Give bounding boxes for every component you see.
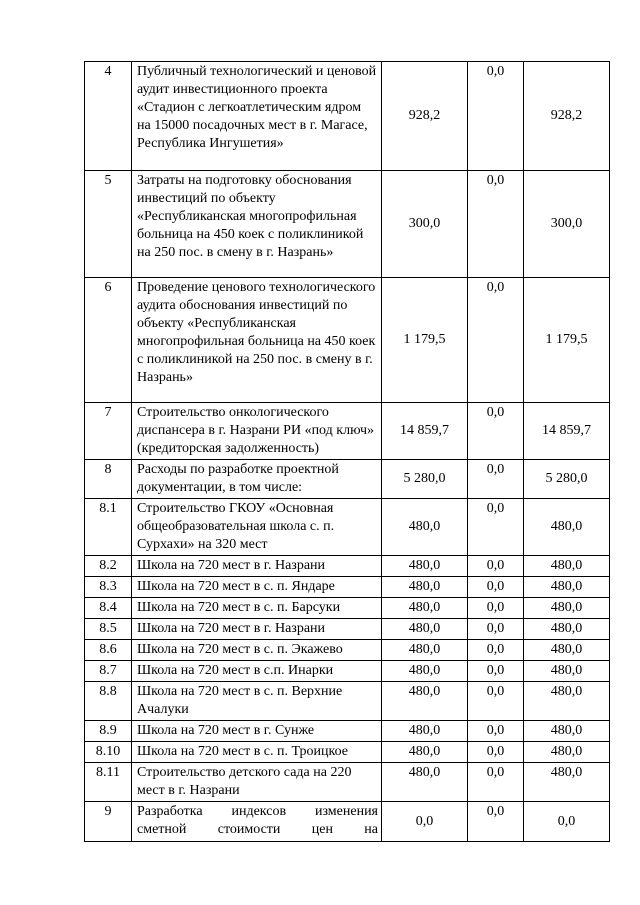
- row-description: Школа на 720 мест в г. Назрани: [132, 556, 382, 577]
- value-col-2: 0,0: [468, 171, 524, 278]
- value-col-3: 480,0: [524, 640, 610, 661]
- row-number: 8.7: [85, 661, 132, 682]
- value-col-3: 480,0: [524, 556, 610, 577]
- value-col-2: 0,0: [468, 640, 524, 661]
- value-col-3: 928,2: [524, 62, 610, 171]
- value-col-2: 0,0: [468, 598, 524, 619]
- table-row: [85, 682, 610, 721]
- value-col-3: 300,0: [524, 171, 610, 278]
- row-number: 4: [85, 62, 132, 171]
- value-col-2: 0,0: [468, 763, 524, 802]
- value-col-2: 0,0: [468, 460, 524, 499]
- row-description: Затраты на подготовку обоснования инвестиций по объекту «Республиканская многопрофильная больница на 450 коек с поликлиникой на 250 пос. в смену в г. Назрань»: [132, 171, 382, 278]
- row-number: 8.4: [85, 598, 132, 619]
- row-description: Строительство онкологического диспансера в г. Назрани РИ «под ключ» (кредиторская задолженность): [132, 403, 382, 460]
- table-row: [85, 499, 610, 556]
- value-col-1: 480,0: [382, 742, 468, 763]
- value-col-1: 480,0: [382, 682, 468, 721]
- table-row: [85, 577, 610, 598]
- value-col-3: 480,0: [524, 721, 610, 742]
- row-description: Публичный технологический и ценовой аудит инвестиционного проекта «Стадион с легкоатлетическим ядром на 15000 посадочных мест в г. Магасе, Республика Ингушетия»: [132, 62, 382, 171]
- value-col-2: 0,0: [468, 62, 524, 171]
- value-col-2: 0,0: [468, 403, 524, 460]
- row-description: Разработка индексов изменения сметной стоимости цен на: [132, 802, 382, 842]
- value-col-2: 0,0: [468, 499, 524, 556]
- value-col-3: 0,0: [524, 802, 610, 842]
- table-row: [85, 721, 610, 742]
- row-number: 5: [85, 171, 132, 278]
- row-description: Строительство ГКОУ «Основная общеобразовательная школа с. п. Сурхахи» на 320 мест: [132, 499, 382, 556]
- row-number: 8: [85, 460, 132, 499]
- row-number: 8.3: [85, 577, 132, 598]
- row-description: Расходы по разработке проектной документации, в том числе:: [132, 460, 382, 499]
- row-description: Школа на 720 мест в с. п. Барсуки: [132, 598, 382, 619]
- row-description: Школа на 720 мест в с. п. Яндаре: [132, 577, 382, 598]
- value-col-1: 5 280,0: [382, 460, 468, 499]
- value-col-3: 1 179,5: [524, 278, 610, 403]
- row-number: 8.11: [85, 763, 132, 802]
- row-number: 8.10: [85, 742, 132, 763]
- value-col-1: 928,2: [382, 62, 468, 171]
- value-col-1: 480,0: [382, 619, 468, 640]
- row-description: Школа на 720 мест в с.п. Инарки: [132, 661, 382, 682]
- row-number: 8.2: [85, 556, 132, 577]
- value-col-2: 0,0: [468, 619, 524, 640]
- table-row: [85, 661, 610, 682]
- value-col-2: 0,0: [468, 577, 524, 598]
- budget-table-body: [85, 62, 610, 842]
- row-number: 8.9: [85, 721, 132, 742]
- row-description: Строительство детского сада на 220 мест в г. Назрани: [132, 763, 382, 802]
- row-number: 8.5: [85, 619, 132, 640]
- value-col-2: 0,0: [468, 278, 524, 403]
- table-row: [85, 763, 610, 802]
- value-col-1: 480,0: [382, 556, 468, 577]
- value-col-2: 0,0: [468, 802, 524, 842]
- value-col-1: 480,0: [382, 721, 468, 742]
- row-number: 8.8: [85, 682, 132, 721]
- table-row: [85, 62, 610, 171]
- row-description: Проведение ценового технологического аудита обоснования инвестиций по объекту «Республиканская многопрофильная больница на 450 коек с поликлиникой на 250 пос. в смену в г. Назрань»: [132, 278, 382, 403]
- row-description: Школа на 720 мест в с. п. Экажево: [132, 640, 382, 661]
- value-col-1: 480,0: [382, 640, 468, 661]
- value-col-3: 14 859,7: [524, 403, 610, 460]
- value-col-1: 480,0: [382, 577, 468, 598]
- table-row: [85, 278, 610, 403]
- value-col-3: 480,0: [524, 577, 610, 598]
- row-number: 7: [85, 403, 132, 460]
- value-col-1: 480,0: [382, 499, 468, 556]
- row-description: Школа на 720 мест в с. п. Троицкое: [132, 742, 382, 763]
- table-row: [85, 403, 610, 460]
- table-row: [85, 640, 610, 661]
- table-row: [85, 598, 610, 619]
- value-col-2: 0,0: [468, 721, 524, 742]
- table-row: [85, 619, 610, 640]
- table-row: [85, 802, 610, 842]
- value-col-2: 0,0: [468, 742, 524, 763]
- table-row: [85, 171, 610, 278]
- row-description: Школа на 720 мест в г. Сунже: [132, 721, 382, 742]
- value-col-3: 480,0: [524, 619, 610, 640]
- value-col-1: 300,0: [382, 171, 468, 278]
- row-number: 6: [85, 278, 132, 403]
- table-row: [85, 742, 610, 763]
- row-number: 8.6: [85, 640, 132, 661]
- value-col-1: 0,0: [382, 802, 468, 842]
- row-number: 8.1: [85, 499, 132, 556]
- row-number: 9: [85, 802, 132, 842]
- value-col-1: 480,0: [382, 661, 468, 682]
- value-col-3: 5 280,0: [524, 460, 610, 499]
- value-col-1: 480,0: [382, 763, 468, 802]
- value-col-3: 480,0: [524, 598, 610, 619]
- row-description: Школа на 720 мест в г. Назрани: [132, 619, 382, 640]
- value-col-2: 0,0: [468, 661, 524, 682]
- value-col-1: 480,0: [382, 598, 468, 619]
- value-col-2: 0,0: [468, 556, 524, 577]
- value-col-3: 480,0: [524, 682, 610, 721]
- value-col-1: 14 859,7: [382, 403, 468, 460]
- row-description: Школа на 720 мест в с. п. Верхние Ачалуки: [132, 682, 382, 721]
- value-col-3: 480,0: [524, 742, 610, 763]
- table-row: [85, 460, 610, 499]
- value-col-2: 0,0: [468, 682, 524, 721]
- value-col-3: 480,0: [524, 499, 610, 556]
- value-col-3: 480,0: [524, 763, 610, 802]
- budget-table: [84, 61, 610, 842]
- value-col-3: 480,0: [524, 661, 610, 682]
- table-row: [85, 556, 610, 577]
- value-col-1: 1 179,5: [382, 278, 468, 403]
